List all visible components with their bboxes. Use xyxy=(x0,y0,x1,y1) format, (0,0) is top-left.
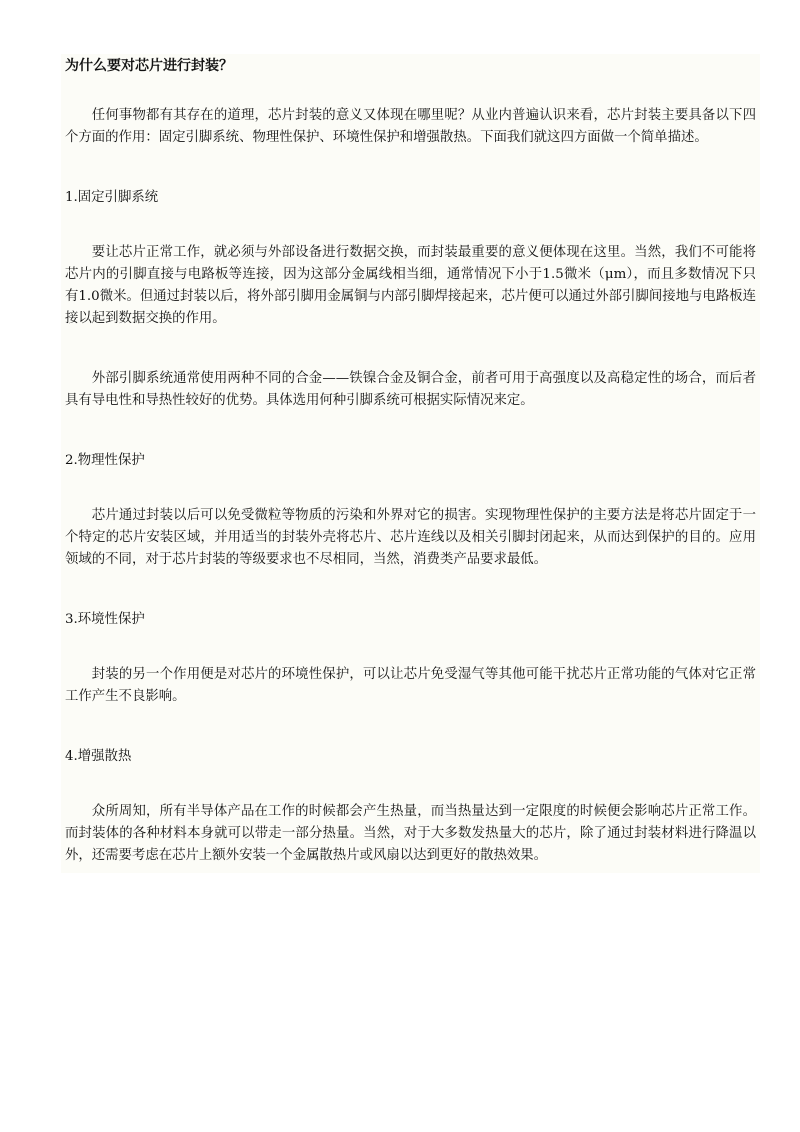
section-paragraph: 芯片通过封装以后可以免受微粒等物质的污染和外界对它的损害。实现物理性保护的主要方法是将芯片固定于一个特定的芯片安装区域，并用适当的封装外壳将芯片、芯片连线以及相关引脚封闭起来，从而达到保护的目的。应用领域的不同，对于芯片封装的等级要求也不尽相同，当然，消费类产品要求最低。 xyxy=(65,508,756,567)
section-heading-pins: 1.固定引脚系统 xyxy=(65,190,159,205)
section-paragraph: 封装的另一个作用便是对芯片的环境性保护，可以让芯片免受湿气等其他可能干扰芯片正常功能的气体对它正常工作产生不良影响。 xyxy=(65,667,756,704)
section-heading-physical: 2.物理性保护 xyxy=(65,453,145,468)
article-title: 为什么要对芯片进行封装？ xyxy=(65,58,233,74)
article-body xyxy=(61,54,760,873)
section-heading-heat: 4.增强散热 xyxy=(65,749,132,764)
section-paragraph: 要让芯片正常工作，就必须与外部设备进行数据交换，而封装最重要的意义便体现在这里。当然，我们不可能将芯片内的引脚直接与电路板等连接，因为这部分金属线相当细，通常情况下小于1.5微米（μm），而且多数情况下只有1.0微米。但通过封装以后，将外部引脚用金属铜与内部引脚焊接起来，芯片便可以通过外部引脚间接地与电路板连接以起到数据交换的作用。 xyxy=(65,245,756,326)
section-heading-environment: 3.环境性保护 xyxy=(65,612,145,627)
section-paragraph: 众所周知，所有半导体产品在工作的时候都会产生热量，而当热量达到一定限度的时候便会影响芯片正常工作。而封装体的各种材料本身就可以带走一部分热量。当然，对于大多数发热量大的芯片，除了通过封装材料进行降温以外，还需要考虑在芯片上额外安装一个金属散热片或风扇以达到更好的散热效果。 xyxy=(65,804,756,863)
intro-paragraph: 任何事物都有其存在的道理，芯片封装的意义又体现在哪里呢？从业内普遍认识来看，芯片封装主要具备以下四个方面的作用：固定引脚系统、物理性保护、环境性保护和增强散热。下面我们就这四方面做一个简单描述。 xyxy=(65,108,756,145)
section-paragraph: 外部引脚系统通常使用两种不同的合金——铁镍合金及铜合金，前者可用于高强度以及高稳定性的场合，而后者具有导电性和导热性较好的优势。具体选用何种引脚系统可根据实际情况来定。 xyxy=(65,371,756,408)
